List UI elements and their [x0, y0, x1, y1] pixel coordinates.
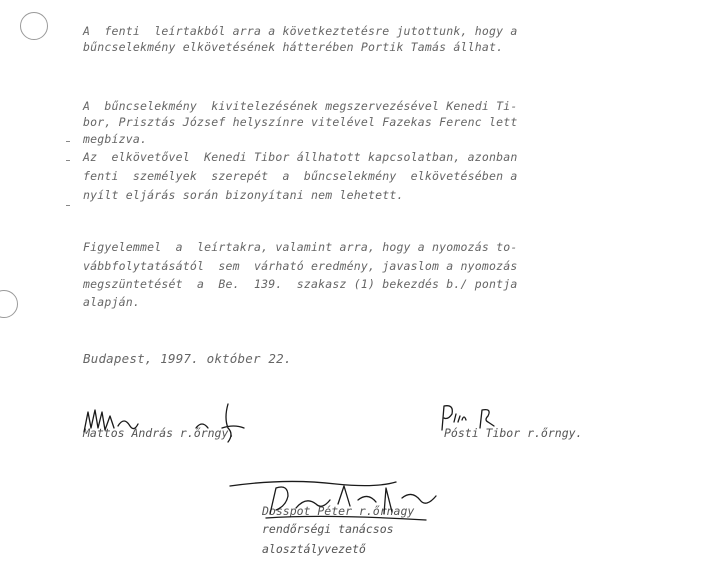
- paragraph-2-line-5: fenti személyek szerepét a bűncselekmény elkövetésében a: [83, 169, 518, 183]
- margin-tick: [66, 141, 70, 142]
- paragraph-2-line-6: nyílt eljárás során bizonyítani nem lehetett.: [83, 188, 404, 202]
- signature-right-icon: [436, 400, 516, 436]
- paragraph-3-line-2: vábbfolytatásától sem várható eredmény, javaslom a nyomozás: [83, 259, 518, 273]
- margin-tick: [66, 205, 70, 206]
- signatory-left-name: Mattos András r.őrngy.: [83, 426, 236, 440]
- date-line: Budapest, 1997. október 22.: [83, 351, 292, 366]
- signature-center-icon: [226, 474, 456, 534]
- punch-hole-top: [20, 12, 48, 40]
- paragraph-2-line-1: A bűncselekmény kivitelezésének megszervezésével Kenedi Ti-: [83, 99, 518, 113]
- signatory-right-name: Pósti Tibor r.őrngy.: [444, 426, 583, 440]
- paragraph-2-line-4: Az elkövetővel Kenedi Tibor állhatott kapcsolatban, azonban: [83, 150, 518, 164]
- signatory-center-role: alosztályvezető: [262, 542, 366, 556]
- paragraph-2-line-2: bor, Prisztás József helyszínre vitelével Fazekas Ferenc lett: [83, 115, 518, 129]
- paragraph-3-line-3: megszüntetését a Be. 139. szakasz (1) bekezdés b./ pontja: [83, 277, 518, 291]
- margin-tick: [66, 160, 70, 161]
- paragraph-1-line-2: bűncselekmény elkövetésének hátterében Portik Tamás állhat.: [83, 40, 504, 54]
- paragraph-3-line-4: alapján.: [83, 295, 140, 309]
- paragraph-1-line-1: A fenti leírtakból arra a következtetésre jutottunk, hogy a: [83, 24, 518, 38]
- paragraph-3-line-1: Figyelemmel a leírtakra, valamint arra, hogy a nyomozás to-: [83, 240, 518, 254]
- punch-hole-bottom: [0, 290, 18, 318]
- paragraph-2-line-3: megbízva.: [83, 132, 148, 146]
- signature-left-icon: [78, 398, 268, 448]
- signatory-center-title: rendőrségi tanácsos: [262, 522, 394, 536]
- signatory-center-name: Dosspot Péter r.őrnagy: [262, 504, 415, 518]
